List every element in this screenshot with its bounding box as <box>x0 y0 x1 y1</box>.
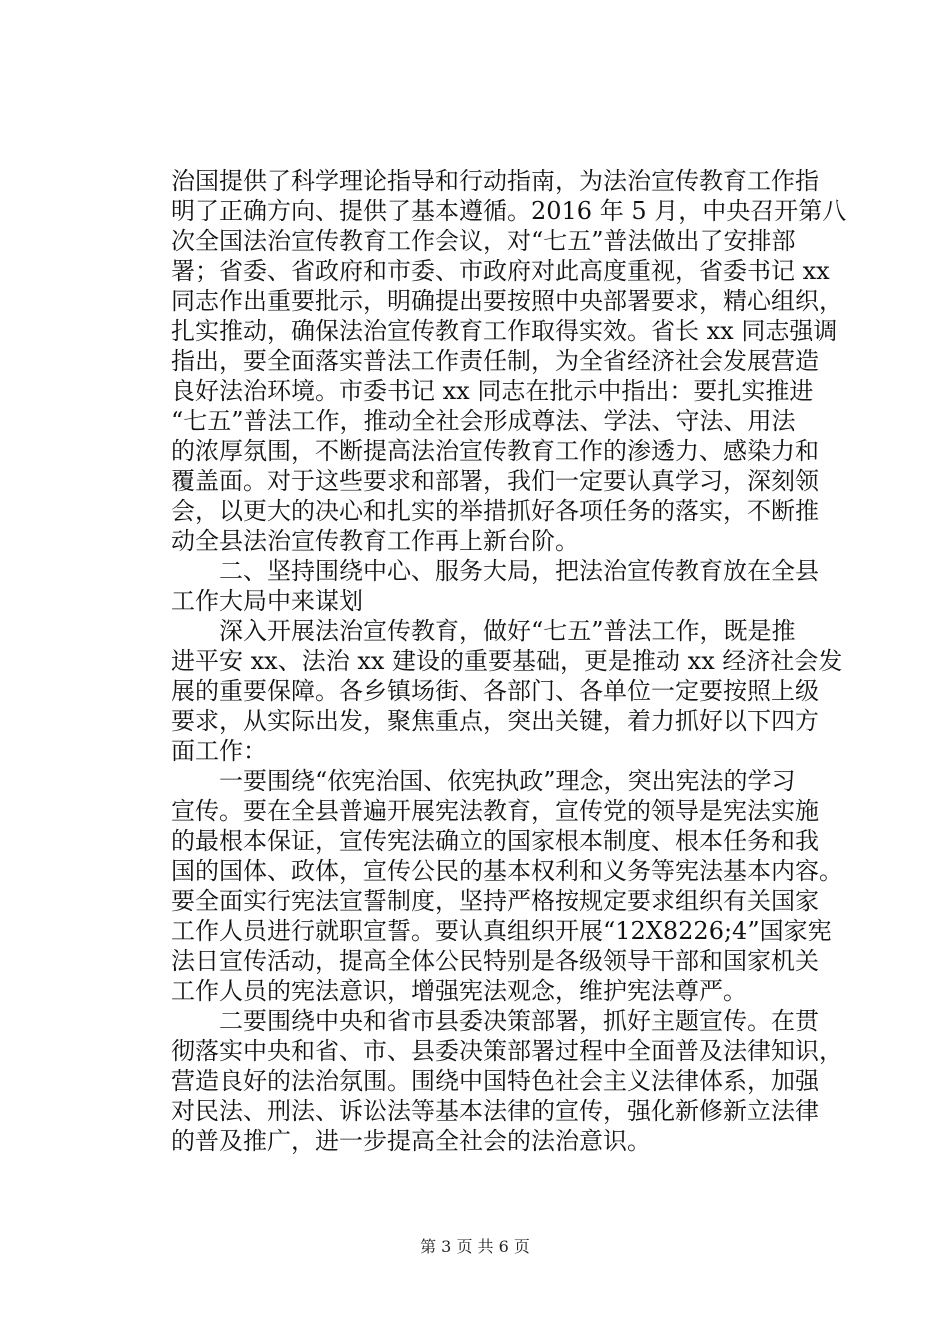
text-line: 展的重要保障。各乡镇场街、各部门、各单位一定要按照上级 <box>171 677 819 705</box>
text-line: 面工作： <box>171 737 267 765</box>
text-line: 次全国法治宣传教育工作会议，对“七五”普法做出了安排部 <box>171 227 796 255</box>
page-number-footer: 第 3 页 共 6 页 <box>420 1237 530 1256</box>
text-line: “七五”普法工作，推动全社会形成尊法、学法、守法、用法 <box>171 407 796 435</box>
text-line: 工作人员进行就职宣誓。要认真组织开展“12X8226;4”国家宪 <box>171 917 832 945</box>
section-heading-line: 二、坚持围绕中心、服务大局，把法治宣传教育放在全县 <box>171 557 819 585</box>
text-line: 会，以更大的决心和扎实的举措抓好各项任务的落实，不断推 <box>171 497 819 525</box>
text-line: 的普及推广，进一步提高全社会的法治意识。 <box>171 1127 651 1155</box>
text-line: 明了正确方向、提供了基本遵循。2016 年 5 月，中央召开第八 <box>171 197 847 225</box>
text-line: 指出，要全面落实普法工作责任制，为全省经济社会发展营造 <box>171 347 819 375</box>
text-line: 工作人员的宪法意识，增强宪法观念，维护宪法尊严。 <box>171 977 747 1005</box>
text-line: 的浓厚氛围，不断提高法治宣传教育工作的渗透力、感染力和 <box>171 437 819 465</box>
text-line: 法日宣传活动，提高全体公民特别是各级领导干部和国家机关 <box>171 947 819 975</box>
text-line: 营造良好的法治氛围。围绕中国特色社会主义法律体系，加强 <box>171 1067 819 1095</box>
text-line: 要求，从实际出发，聚焦重点，突出关键，着力抓好以下四方 <box>171 707 819 735</box>
text-line: 二要围绕中央和省市县委决策部署，抓好主题宣传。在贯 <box>171 1007 819 1035</box>
text-line: 进平安 xx、法治 xx 建设的重要基础，更是推动 xx 经济社会发 <box>171 647 843 675</box>
text-line: 的最根本保证，宣传宪法确立的国家根本制度、根本任务和我 <box>171 827 819 855</box>
text-line: 深入开展法治宣传教育，做好“七五”普法工作，既是推 <box>171 617 796 645</box>
text-line: 覆盖面。对于这些要求和部署，我们一定要认真学习，深刻领 <box>171 467 819 495</box>
text-line: 彻落实中央和省、市、县委决策部署过程中全面普及法律知识， <box>171 1037 843 1065</box>
text-line: 要全面实行宪法宣誓制度，坚持严格按规定要求组织有关国家 <box>171 887 819 915</box>
text-line: 国的国体、政体，宣传公民的基本权利和义务等宪法基本内容。 <box>171 857 843 885</box>
text-line: 治国提供了科学理论指导和行动指南，为法治宣传教育工作指 <box>171 167 819 195</box>
text-line: 动全县法治宣传教育工作再上新台阶。 <box>171 527 579 555</box>
document-body <box>171 166 847 1156</box>
text-line: 一要围绕“依宪治国、依宪执政”理念，突出宪法的学习 <box>171 767 796 795</box>
text-line: 对民法、刑法、诉讼法等基本法律的宣传，强化新修新立法律 <box>171 1097 819 1125</box>
text-line: 良好法治环境。市委书记 xx 同志在批示中指出：要扎实推进 <box>171 377 814 405</box>
section-heading-line: 工作大局中来谋划 <box>171 587 363 615</box>
text-line: 扎实推动，确保法治宣传教育工作取得实效。省长 xx 同志强调 <box>171 317 838 345</box>
text-line: 同志作出重要批示，明确提出要按照中央部署要求，精心组织， <box>171 287 843 315</box>
text-line: 署；省委、省政府和市委、市政府对此高度重视，省委书记 xx <box>171 257 830 285</box>
text-line: 宣传。要在全县普遍开展宪法教育，宣传党的领导是宪法实施 <box>171 797 819 825</box>
